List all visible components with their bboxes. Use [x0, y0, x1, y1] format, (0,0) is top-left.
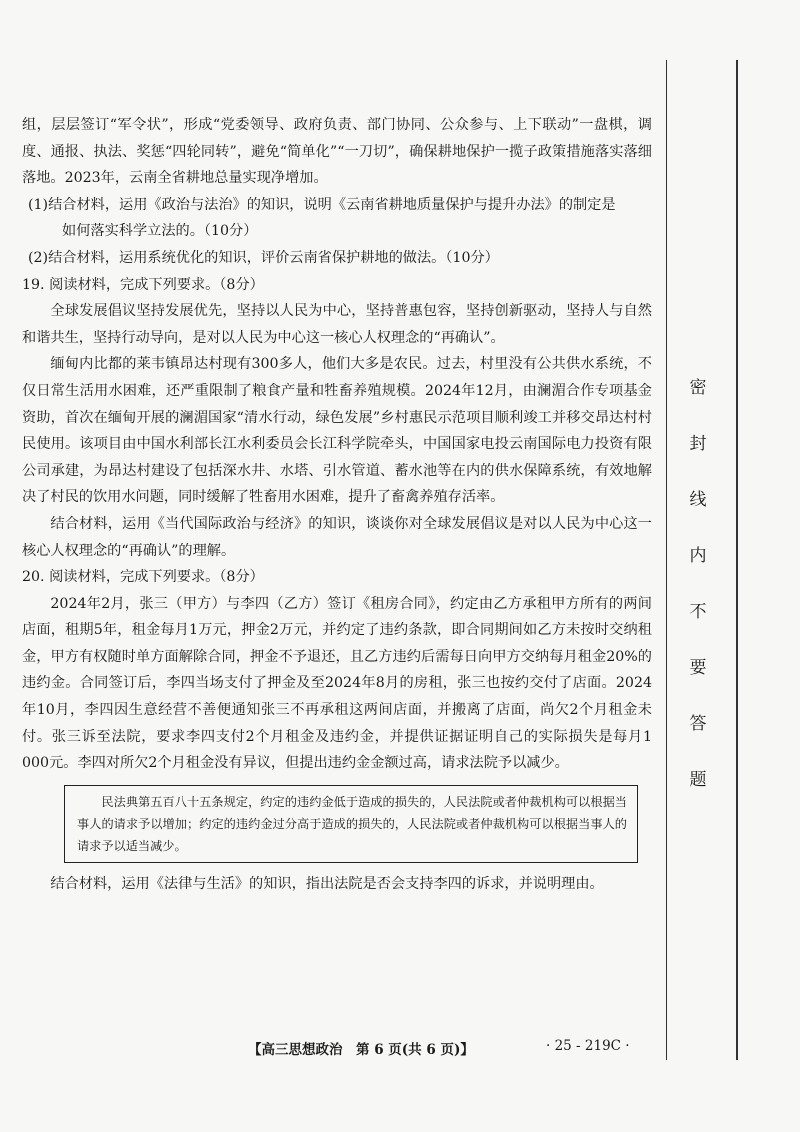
q18-sub1-line2: 如何落实科学立法的。（10分）: [62, 223, 258, 240]
q19-question: 结合材料，运用《当代国际政治与经济》的知识，谈谈你对全球发展倡议是对以人民为中心这一核心人权理念的“再确认”的理解。: [22, 515, 652, 559]
q19-title: 19. 阅读材料，完成下列要求。（8分）: [22, 276, 264, 293]
seal-char: 密: [689, 378, 707, 398]
seal-char: 内: [689, 546, 707, 566]
legal-article-text: 民法典第五百八十五条规定，约定的违约金低于造成的损失的，人民法院或者仲裁机构可以根据当事人的请求予以增加；约定的违约金过分高于造成的损失的，人民法院或者仲裁机构可以根据当事人的请求予以适当减少。: [77, 794, 627, 853]
footer-page-info: 【高三思想政治 第 6 页(共 6 页)】: [248, 1042, 474, 1058]
q18-sub1-line1: (1)结合材料，运用《政治与法治》的知识，说明《云南省耕地质量保护与提升办法》的制定是: [28, 196, 616, 213]
seal-char: 线: [689, 490, 707, 510]
q19-paragraph-1: 全球发展倡议坚持发展优先，坚持以人民为中心，坚持普惠包容，坚持创新驱动，坚持人与自然和谐共生，坚持行动导向，是对以人民为中心这一核心人权理念的“再确认”。: [22, 303, 652, 346]
seal-char: 封: [689, 434, 707, 454]
seal-char: 不: [689, 602, 707, 622]
seal-char: 答: [689, 714, 707, 734]
exam-content: [22, 112, 652, 897]
q20-question: 结合材料，运用《法律与生活》的知识，指出法院是否会支持李四的诉求，并说明理由。: [50, 875, 604, 892]
q19-paragraph-2: 缅甸内比都的莱韦镇昂达村现有300多人，他们大多是农民。过去，村里没有公共供水系统，不仅日常生活用水困难，还严重限制了粮食产量和牲畜养殖规模。2024年12月，由澜湄合作专项基金资助，首次在缅甸开展的澜湄国家“清水行动，绿色发展”乡村惠民示范项目顺利竣工并移交昂达村村民使用。该项目由中国水利部长江水利委员会长江科学院牵头，中国国家电投云南国际电力投资有限公司承建，为昂达村建设了包括深水井、水塔、引水管道、蓄水池等在内的供水保障系统，有效地解决了村民的饮用水问题，同时缓解了牲畜用水困难，提升了畜禽养殖存活率。: [22, 356, 652, 506]
seal-char: 要: [689, 658, 707, 678]
q18-sub1: [22, 192, 652, 245]
q20-title: 20. 阅读材料，完成下列要求。（8分）: [22, 569, 264, 586]
seal-text-column: [678, 380, 718, 828]
q18-sub2: (2)结合材料，运用系统优化的知识，评价云南省保护耕地的做法。（10分）: [28, 249, 499, 266]
footer-code: · 25 - 219C ·: [546, 1038, 630, 1054]
seal-char: 题: [689, 770, 707, 790]
legal-article-box: [64, 785, 638, 863]
q20-paragraph-1: 2024年2月，张三（甲方）与李四（乙方）签订《租房合同》，约定由乙方承租甲方所有的两间店面，租期5年，租金每月1万元，押金2万元，并约定了违约条款，即合同期间如乙方未按时交纳租金，甲方有权随时单方面解除合同，押金不予退还，且乙方违约后需每日向甲方交纳每月租金20%的违约金。合同签订后，李四当场支付了押金及至2024年8月的房租，张三也按约交付了店面。2024年10月，李四因生意经营不善便通知张三不再承租这两间店面，并搬离了店面，尚欠2个月租金未付。张三诉至法院，要求李四支付2个月租金及违约金，并提供证据证明自己的实际损失是每月1 000元。李四对所欠2个月租金没有异议，但提出违约金金额过高，请求法院予以减少。: [22, 595, 652, 772]
seal-line-inner: [666, 60, 667, 1060]
q18-material-tail: 组，层层签订“军令状”，形成“党委领导、政府负责、部门协同、公众参与、上下联动”一盘棋，调度、通报、执法、奖惩“四轮同转”，避免“简单化”“一刀切”，确保耕地保护一揽子政策措施落实落细落地。2023年，云南全省耕地总量实现净增加。: [22, 117, 652, 187]
seal-line-outer: [736, 60, 738, 1060]
